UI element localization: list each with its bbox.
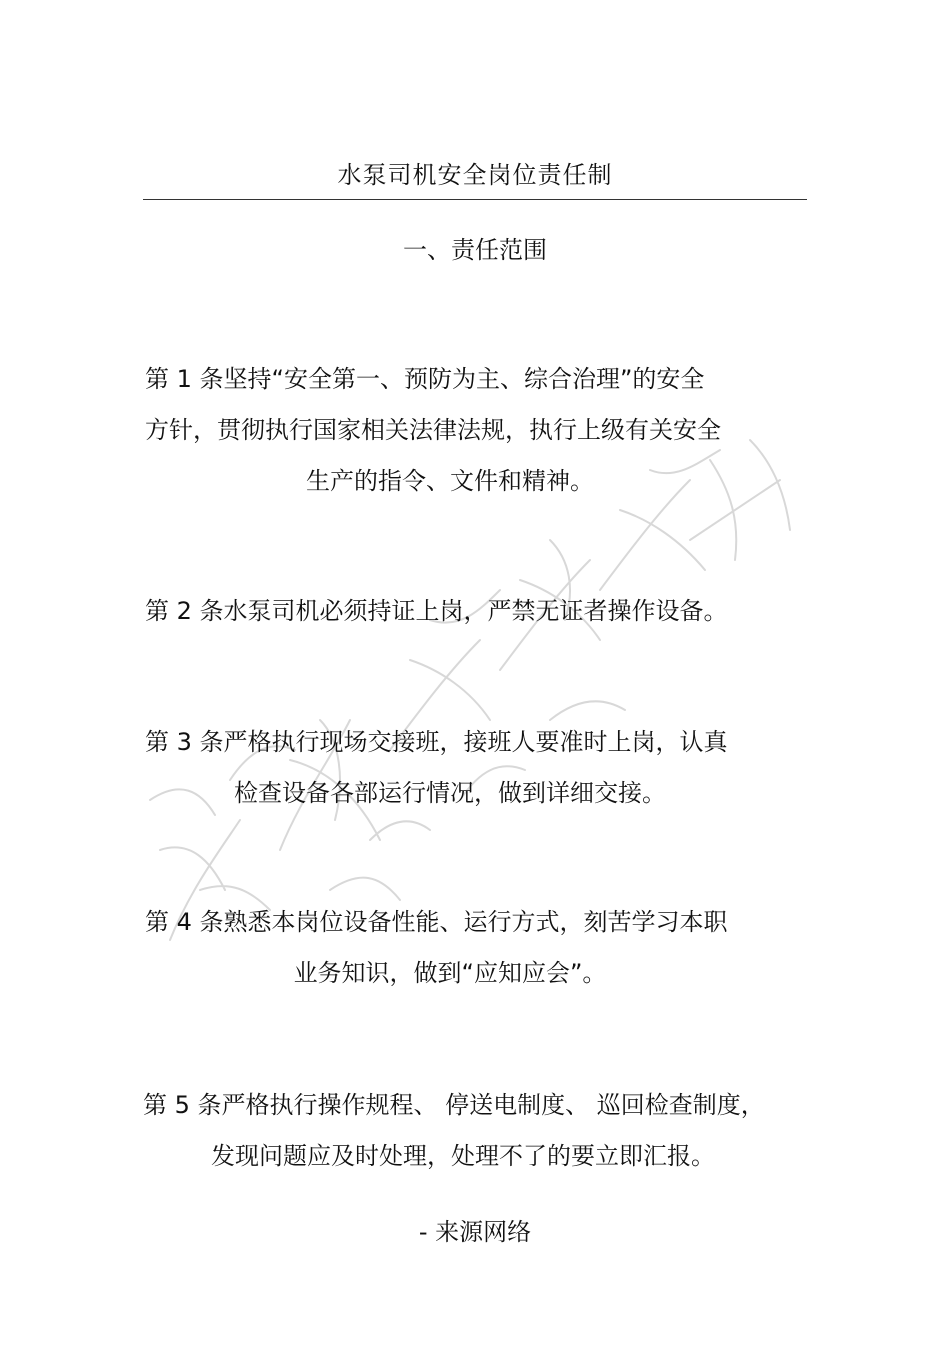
article-5-line-2: 发现问题应及时处理，处理不了的要立即汇报。	[211, 1142, 715, 1170]
section-heading: 一、责任范围	[403, 236, 547, 264]
article-1-line-1: 第 1 条坚持“安全第一、预防为主、综合治理”的安全	[145, 365, 705, 393]
article-3-line-1: 第 3 条严格执行现场交接班，接班人要准时上岗，认真	[145, 728, 728, 756]
article-2	[145, 586, 755, 637]
article-4-line-1: 第 4 条熟悉本岗位设备性能、运行方式，刻苦学习本职	[145, 908, 728, 936]
article-4	[145, 897, 755, 999]
article-3	[145, 717, 755, 819]
source-note: - 来源网络	[418, 1218, 532, 1246]
article-1	[145, 354, 755, 507]
document-title: 水泵司机安全岗位责任制	[337, 161, 613, 189]
title-divider	[143, 199, 807, 200]
article-5	[143, 1080, 783, 1182]
article-5-line-1: 第 5 条严格执行操作规程、 停送电制度、 巡回检查制度，	[143, 1091, 765, 1119]
article-1-line-3: 生产的指令、文件和精神。	[306, 467, 594, 495]
article-3-line-2: 检查设备各部运行情况，做到详细交接。	[234, 779, 666, 807]
article-4-line-2: 业务知识，做到“应知应会”。	[293, 959, 607, 987]
article-1-line-2: 方针，贯彻执行国家相关法律法规，执行上级有关安全	[145, 416, 721, 444]
article-2-line-1: 第 2 条水泵司机必须持证上岗，严禁无证者操作设备。	[145, 597, 728, 625]
